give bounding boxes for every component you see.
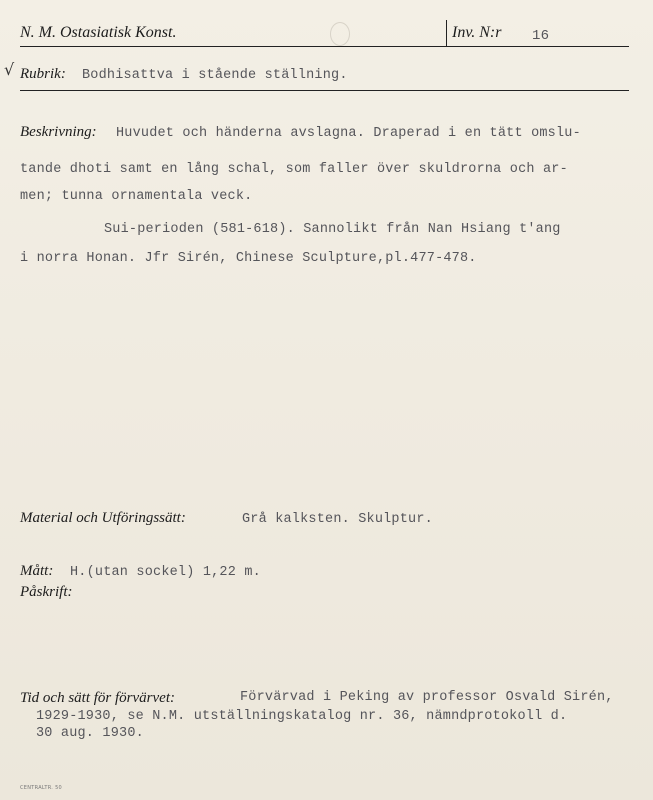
header-rule [20,46,629,47]
forvarv-label: Tid och sätt för förvärvet: [20,690,175,706]
museum-name: N. M. Ostasiatisk Konst. [20,24,177,41]
matt-label: Mått: [20,563,54,579]
material-value: Grå kalksten. Skulptur. [242,512,433,527]
rubrik-label: Rubrik: [20,66,66,82]
rubrik-value: Bodhisattva i stående ställning. [82,68,348,83]
beskrivning-line-2: tande dhoti samt en lång schal, som faller över skuldrorna och ar- [20,162,568,177]
circle-mark [330,22,350,46]
check-mark-icon: √ [4,60,15,79]
beskrivning-label: Beskrivning: [20,124,97,140]
beskrivning-line-5: i norra Honan. Jfr Sirén, Chinese Sculpture,pl.477-478. [20,251,477,266]
beskrivning-line-3: men; tunna ornamentala veck. [20,189,253,204]
material-label: Material och Utföringssätt: [20,510,186,526]
beskrivning-line-4: Sui-perioden (581-618). Sannolikt från Nan Hsiang t'ang [104,222,561,237]
forvarv-line-1: Förvärvad i Peking av professor Osvald Sirén, [240,690,614,705]
beskrivning-line-1: Huvudet och händerna avslagna. Draperad i en tätt omslu- [116,126,581,141]
matt-value: H.(utan sockel) 1,22 m. [70,565,261,580]
paskrift-label: Påskrift: [20,584,73,600]
forvarv-line-3: 30 aug. 1930. [36,726,144,741]
rubrik-rule [20,90,629,91]
inv-number: 16 [532,28,550,44]
forvarv-line-2: 1929-1930, se N.M. utställningskatalog nr. 36, nämndprotokoll d. [36,709,568,724]
header-divider [446,20,447,46]
printer-mark: CENTRALTR. 50 [20,785,63,791]
inv-label: Inv. N:r [452,24,502,41]
